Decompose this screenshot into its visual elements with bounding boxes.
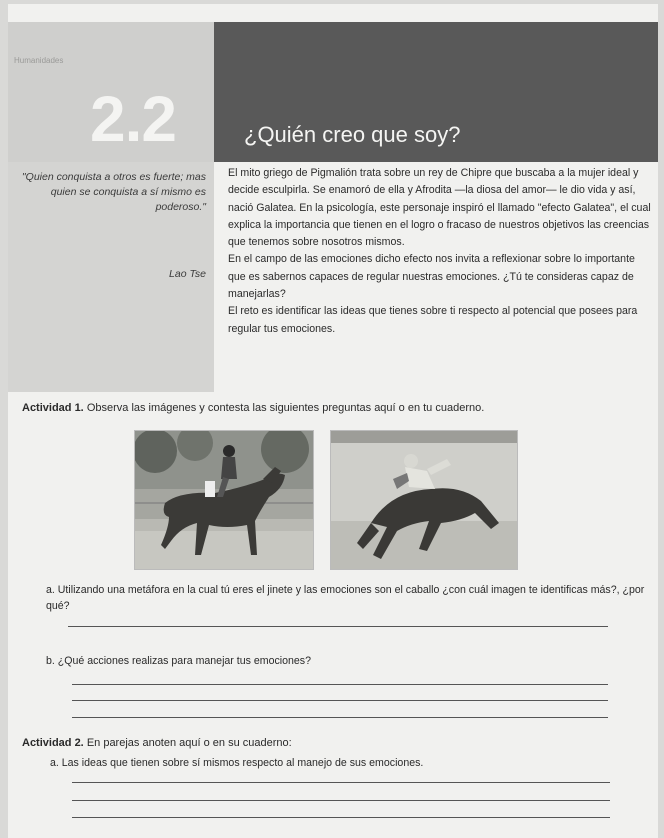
intro-paragraph-3: El reto es identificar las ideas que tienes sobre ti respecto al potencial que posees para regular tus emociones. <box>228 305 638 335</box>
answer-line[interactable] <box>72 717 608 718</box>
activity-1-question-a: a. Utilizando una metáfora en la cual tú eres el jinete y las emociones son el caballo ¿con cuál imagen te identificas más?, ¿por qué? <box>46 584 645 612</box>
activity-1-label: Actividad 1. <box>22 402 84 414</box>
activity-2-heading <box>22 737 292 749</box>
intro-paragraph-1: El mito griego de Pigmalión trata sobre un rey de Chipre que buscaba a la mujer ideal y decide esculpirla. Se enamoró de ella y Afrodita —la diosa del amor— le dio vida y así, nació Galatea. En la psicología, este personaje inspiró el llamado "efecto Galatea", el cual explica la importancia que tienen en el logro o fracaso de nuestros objetivos las creencias que tenemos sobre nosotros mismos. <box>228 167 651 249</box>
answer-line[interactable] <box>72 800 610 801</box>
answer-line[interactable] <box>68 626 608 627</box>
quote-author: Lao Tse <box>169 268 206 280</box>
activity-2-label: Actividad 2. <box>22 737 84 749</box>
subject-label: Humanidades <box>14 56 64 65</box>
activity-2-question-a: a. Las ideas que tienen sobre sí mismos respecto al manejo de sus emociones. <box>50 757 424 769</box>
answer-line[interactable] <box>72 700 608 701</box>
activity-1-question-b: b. ¿Qué acciones realizas para manejar tus emociones? <box>46 655 311 667</box>
quote-text: "Quien conquista a otros es fuerte; mas quien se conquista a sí mismo es poderoso." <box>21 171 206 213</box>
worksheet-page <box>8 4 658 838</box>
intro-paragraph-2: En el campo de las emociones dicho efecto nos invita a reflexionar sobre lo importante que es sabernos capaces de regular nuestras emociones. ¿Tú te consideras capaz de manejarlas? <box>228 253 635 301</box>
activity-2-instruction: En parejas anoten aquí o en su cuaderno: <box>86 737 292 749</box>
activity-1-heading <box>22 402 484 414</box>
quote-sidebar <box>8 162 214 392</box>
page-title: ¿Quién creo que soy? <box>244 122 461 147</box>
lesson-number: 2.2 <box>90 83 176 155</box>
answer-line[interactable] <box>72 684 608 685</box>
answer-line[interactable] <box>72 817 610 818</box>
intro-text <box>228 165 652 338</box>
activity-1-instruction: Observa las imágenes y contesta las siguientes preguntas aquí o en tu cuaderno. <box>86 402 485 414</box>
bucking-horse-photo <box>330 430 518 570</box>
calm-rider-photo <box>134 430 314 570</box>
answer-line[interactable] <box>72 782 610 783</box>
